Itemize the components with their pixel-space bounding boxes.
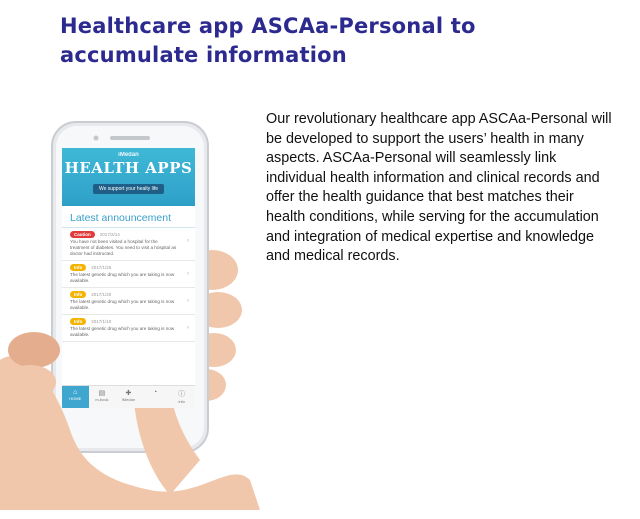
announcement-item[interactable] <box>62 315 195 342</box>
page-title: Healthcare app ASCAa-Personal to accumulate information <box>60 14 476 67</box>
medical-icon: ✚ <box>125 390 132 397</box>
home-icon: ⌂ <box>73 389 78 396</box>
announcement-date: 2017/1/25 <box>91 265 112 270</box>
announcement-item[interactable] <box>62 228 195 261</box>
app-tab-bar <box>62 385 195 408</box>
chevron-right-icon: › <box>187 271 189 277</box>
tab-imedan[interactable] <box>115 386 142 408</box>
tab-home[interactable] <box>62 386 89 408</box>
tab-info[interactable] <box>168 386 195 408</box>
announcement-item[interactable] <box>62 261 195 288</box>
description-text: Our revolutionary healthcare app ASCAa-Personal will be developed to support the users’ health in many aspects. ASCAa-Personal will seamlessly link individual health information and clinical records and offer the health guidance that best matches their health conditions, while serving for the accumulation and integration of medical expertise and knowledge and medical records. <box>266 111 612 265</box>
announcement-text: The latest genetic drug which you are taking is now available. <box>70 272 175 283</box>
app-brand: iMedan <box>118 152 139 158</box>
tab-label: HOME <box>69 396 82 401</box>
info-icon: ⓘ <box>178 391 186 398</box>
alarm-icon: ◔ <box>152 389 158 396</box>
announcement-date: 2017/1/20 <box>91 292 112 297</box>
chevron-right-icon: › <box>187 298 189 304</box>
chevron-right-icon: › <box>187 238 189 244</box>
announcement-text: The latest genetic drug which you are taking is now available. <box>70 326 175 337</box>
announcement-item[interactable] <box>62 288 195 315</box>
announcement-heading: Latest announcement <box>62 206 195 228</box>
tab-label: iMedan <box>121 397 136 402</box>
announcement-text: The latest genetic drug which you are taking is now available. <box>70 299 175 310</box>
info-badge: Info <box>70 264 86 271</box>
tab-mbook[interactable] <box>89 386 116 408</box>
app-tagline: We support your healty life <box>93 184 164 194</box>
tab-alarm[interactable] <box>142 386 169 408</box>
info-badge: Info <box>70 318 86 325</box>
phone-screen <box>62 148 195 408</box>
chevron-right-icon: › <box>187 325 189 331</box>
app-title: HEALTH APPS <box>64 159 193 177</box>
caution-badge: Caution <box>70 231 95 238</box>
tab-label: m-book <box>95 397 109 402</box>
app-banner <box>62 148 195 206</box>
info-badge: Info <box>70 291 86 298</box>
tab-label: info <box>178 399 185 404</box>
announcement-date: 2017/2/14 <box>99 232 120 237</box>
phone-in-hand-image <box>0 100 260 510</box>
book-icon: ▤ <box>98 390 106 397</box>
announcement-date: 2017/1/10 <box>91 319 112 324</box>
announcement-text: You have not been visited a hospital for the treatment of diabetes. You need to visit a hospital as doctor had instructed. <box>70 239 177 256</box>
